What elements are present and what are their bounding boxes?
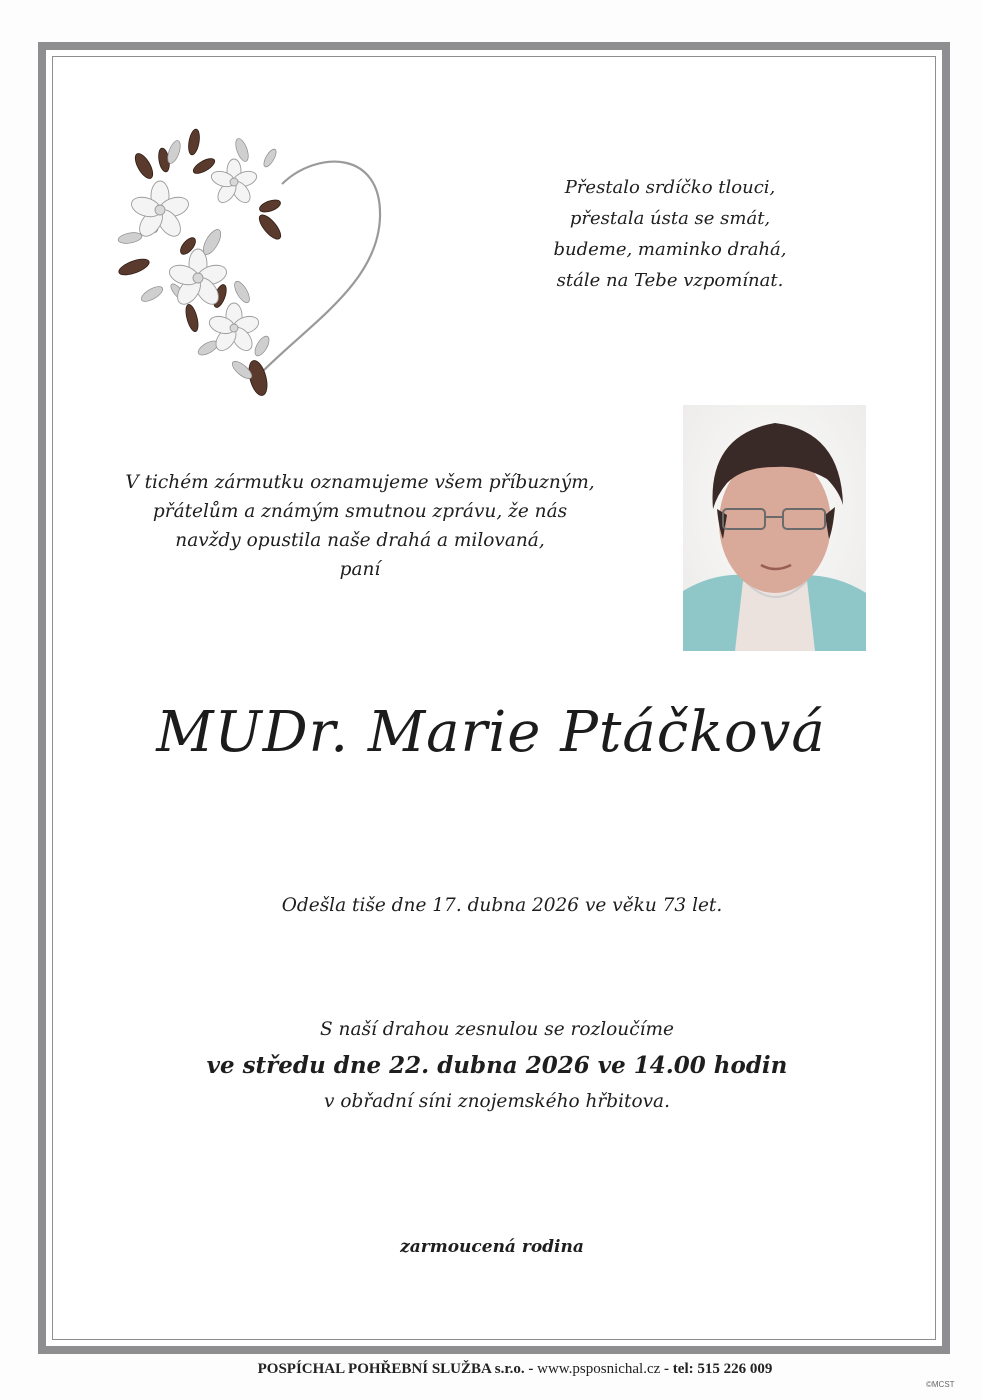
verse-line: budeme, maminko drahá, [553,239,787,260]
announcement [110,468,610,584]
announcement-line: navždy opustila naše drahá a milovaná, [175,530,545,551]
family-signature: zarmoucená rodina [400,1237,584,1257]
memorial-verse [520,172,820,296]
verse-line: přestala ústa se smát, [569,208,771,229]
farewell-details [0,1015,982,1117]
website-text: www.psposnichal.cz [537,1361,661,1377]
heart-flower-ornament-icon [112,122,392,412]
phone-text: - tel: 515 226 009 [664,1361,773,1377]
watermark: ©MCST [926,1380,955,1389]
announcement-line: přátelům a známým smutnou zprávu, že nás [152,501,568,522]
farewell-intro: S naší drahou zesnulou se rozloučíme [319,1019,674,1040]
company-name: POSPÍCHAL POHŘEBNÍ SLUŽBA s.r.o. - [257,1361,534,1377]
verse-line: stále na Tebe vzpomínat. [556,270,784,291]
announcement-line: paní [339,559,381,580]
portrait-photo [683,405,866,651]
funeral-service-footer [0,1361,982,1378]
departed-date-text: Odešla tiše dne 17. dubna 2026 ve věku 73 let. [281,895,723,916]
deceased-name: MUDr. Marie Ptáčková [156,700,826,765]
funeral-location: v obřadní síni znojemského hřbitova. [324,1091,670,1112]
verse-line: Přestalo srdíčko tlouci, [564,177,776,198]
announcement-line: V tichém zármutku oznamujeme všem příbuzným, [125,472,595,493]
funeral-date-time: ve středu dne 22. dubna 2026 ve 14.00 hodin [206,1052,788,1079]
